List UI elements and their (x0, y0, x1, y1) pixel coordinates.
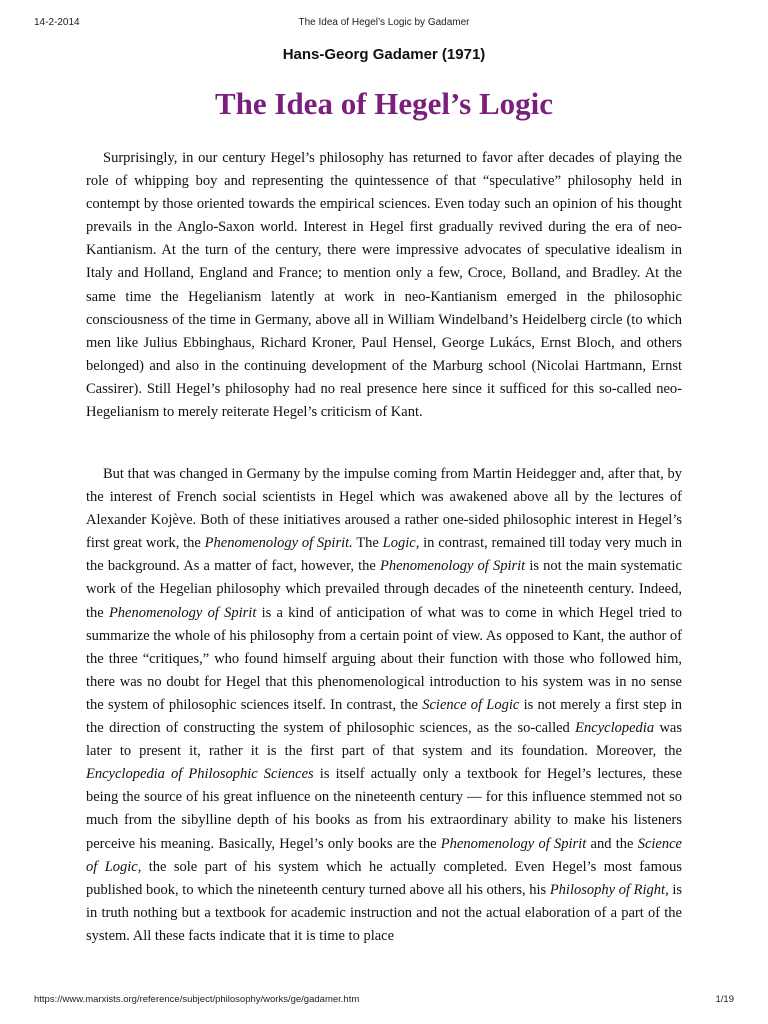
text-run: is a kind of anticipation of what was to come in which Hegel tried to summarize the whole of his philosophy from a certain point of view. As opposed to Kant, the author of the three “critiques,” who found himself arguing about their function with those who followed him, there was no doubt for Hegel that this phenomenological introduction to his system was in no sense the system of philosophic sciences itself. In contrast, the (86, 604, 683, 713)
print-page-title: The Idea of Hegel’s Logic by Gadamer (298, 17, 470, 28)
text-run: in contrast, remained till today very much in the background. As a matter of fact, however, the (86, 535, 683, 575)
author-line: Hans-Georg Gadamer (1971) (282, 46, 486, 63)
work-title-italic: Phenomenology of Spirit (440, 835, 587, 852)
text-run: and the (586, 835, 638, 852)
document-title: The Idea of Hegel’s Logic (214, 86, 554, 121)
print-date: 14-2-2014 (34, 17, 80, 28)
paragraph-2-block (86, 463, 682, 948)
text-run: The (352, 535, 383, 552)
work-title-italic: Phenomenology of Spirit. (204, 535, 353, 552)
text-run: was later to present it, rather it is the first part of that system and its foundation. Moreover, the (86, 720, 682, 760)
text-run: the sole part of his system which he actually completed. Even Hegel’s most famous published book, to which the nineteenth century turned above all his others, his (86, 858, 682, 898)
work-title-italic: Philosophy of Right (549, 881, 666, 898)
paragraph-2 (86, 463, 682, 948)
work-title-italic: Logic, (382, 535, 420, 552)
text-run: is itself actually only a textbook for Hegel’s lectures, these being the source of his great influence on the nineteenth century — for this influence stemmed not so much from the sibylline depth of his books as from his extraordinary ability to make his listeners perceive his meaning. Basically, Hegel’s only books are the (86, 766, 683, 852)
work-title-italic: Science of Logic, (86, 835, 682, 875)
text-run: But that was changed in Germany by the impulse coming from Martin Heidegger and, after that, by the interest of French social scientists in Hegel which was awakened above all by the lectures of Alexander Kojève. Both of these initiatives aroused a rather one-sided philosophic interest in Hegel’s first great work, the (86, 466, 682, 552)
text-run: is not the main systematic work of the Hegelian philosophy which prevailed through decades of the nineteenth century. Indeed, the (86, 558, 682, 621)
work-title-italic: Phenomenology of Spirit (108, 604, 257, 621)
work-title-italic: Encyclopedia of Philosophic Sciences (86, 766, 314, 783)
source-url[interactable]: https://www.marxists.org/reference/subject/philosophy/works/ge/gadamer.htm (34, 994, 360, 1005)
page-number: 1/19 (715, 994, 734, 1005)
work-title-italic: Phenomenology of Spirit (379, 558, 526, 575)
text-run: is not merely a first step in the direction of constructing the system of philosophic sciences, as the so-called (86, 696, 682, 737)
text-run: , is in truth nothing but a textbook for academic instruction and not the actual elaboration of a part of the system. All these facts indicate that it is time to place (86, 881, 683, 944)
paragraph-1: Surprisingly, in our century Hegel’s philosophy has returned to favor after decades of playing the role of whipping boy and representing the quintessence of that “speculative” philosophy held in contempt by those oriented towards the empirical sciences. Even today such an opinion of his thought prevails in the Anglo-Saxon world. Interest in Hegel first gradually revived during the era of neo-Kantianism. At the turn of the century, there were impressive advocates of speculative idealism in Italy and Holland, England and France; to mention only a few, Croce, Bolland, and Bradley. At the same time the Hegelianism latently at work in neo-Kantianism emerged in the philosophic consciousness of the time in Germany, above all in William Windelband’s Heidelberg circle (to which men like Julius Ebbinghaus, Richard Kroner, Paul Hensel, George Lukács, Ernst Bloch, and others belonged) and also in the continuing development of the Marburg school (Nicolai Hartmann, Ernst Cassirer). Still Hegel’s philosophy had no real presence here since it sufficed for this so-called neo-Hegelianism to merely reiterate Hegel’s criticism of Kant. (86, 150, 682, 421)
work-title-italic: Science of Logic (422, 696, 520, 713)
work-title-italic: Encyclopedia (575, 720, 655, 737)
paragraph-1-block (86, 147, 682, 424)
